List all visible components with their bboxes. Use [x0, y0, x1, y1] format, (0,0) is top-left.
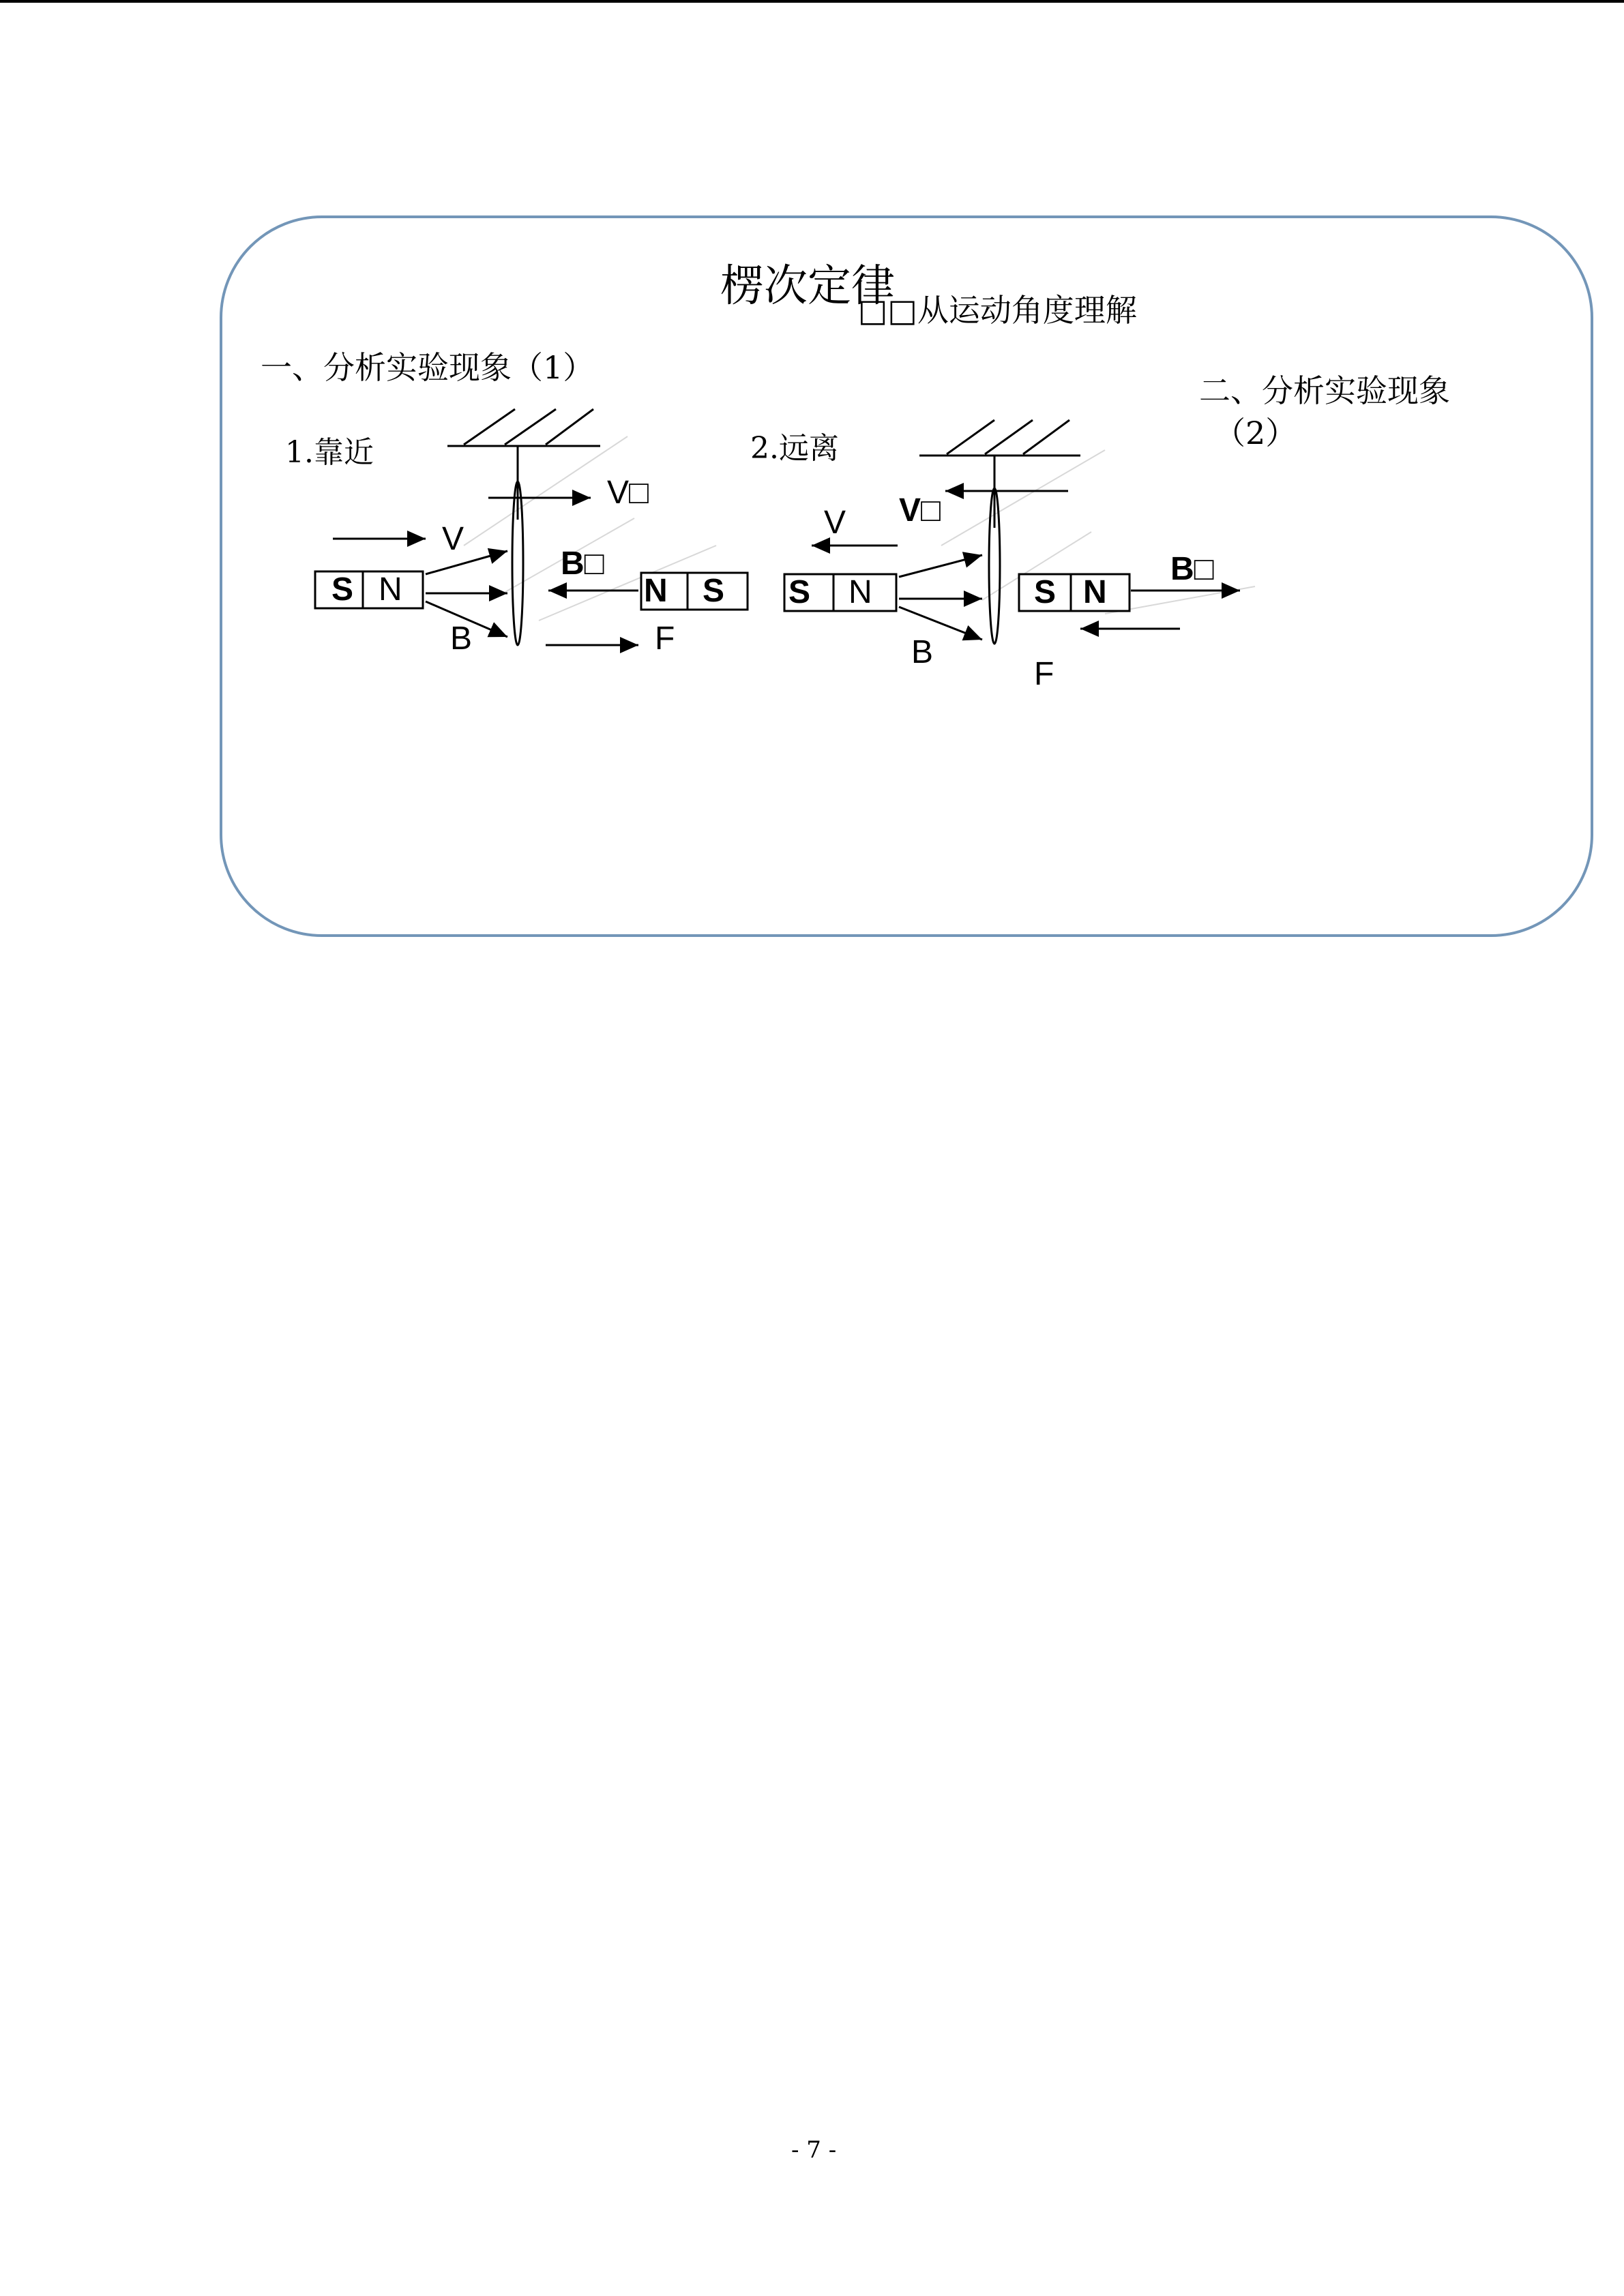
- section-heading-2-cont: （2）: [1214, 415, 1297, 451]
- velocity-label-2: V: [824, 505, 846, 541]
- page-title: 楞次定律: [720, 261, 895, 312]
- induced-pole-n-2: N: [1083, 574, 1107, 610]
- induced-pole-n: N: [644, 573, 668, 609]
- induced-pole-s-2: S: [1034, 574, 1057, 610]
- subtitle: □□从运动角度理解: [858, 292, 1137, 329]
- induced-velocity-label-1: V□: [607, 475, 649, 511]
- subheading-recede: 2.远离: [750, 431, 839, 466]
- subheading-approach: 1.靠近: [285, 435, 374, 470]
- field-label-2: B: [911, 634, 934, 670]
- induced-field-label-2: B□: [1170, 551, 1214, 587]
- force-label-1: F: [655, 621, 675, 657]
- field-label-1: B: [450, 621, 473, 657]
- velocity-label-1: V: [442, 521, 464, 557]
- magnet-pole-n: N: [379, 571, 402, 608]
- field-arrows-2: [899, 555, 982, 640]
- magnet-sn-1: [315, 571, 423, 608]
- induced-magnet-ns-1: [641, 573, 748, 610]
- page-number: - 7 -: [791, 2136, 837, 2164]
- induced-field-label-1: B□: [561, 546, 604, 582]
- ceiling-1: [447, 409, 600, 446]
- magnet-sn-2: [784, 574, 896, 611]
- induced-velocity-label-2: V□: [899, 492, 941, 528]
- magnet-pole-s-2: S: [788, 574, 811, 610]
- induced-magnet-sn-2: [1019, 574, 1130, 611]
- section-heading-1: 一、分析实验现象（1）: [261, 349, 595, 386]
- ceiling-2: [919, 420, 1080, 456]
- force-label-2: F: [1034, 656, 1054, 692]
- section-heading-2: 二、分析实验现象: [1199, 372, 1450, 409]
- magnet-pole-s: S: [331, 571, 354, 608]
- magnet-pole-n-2: N: [848, 574, 872, 610]
- induced-pole-s: S: [703, 573, 725, 609]
